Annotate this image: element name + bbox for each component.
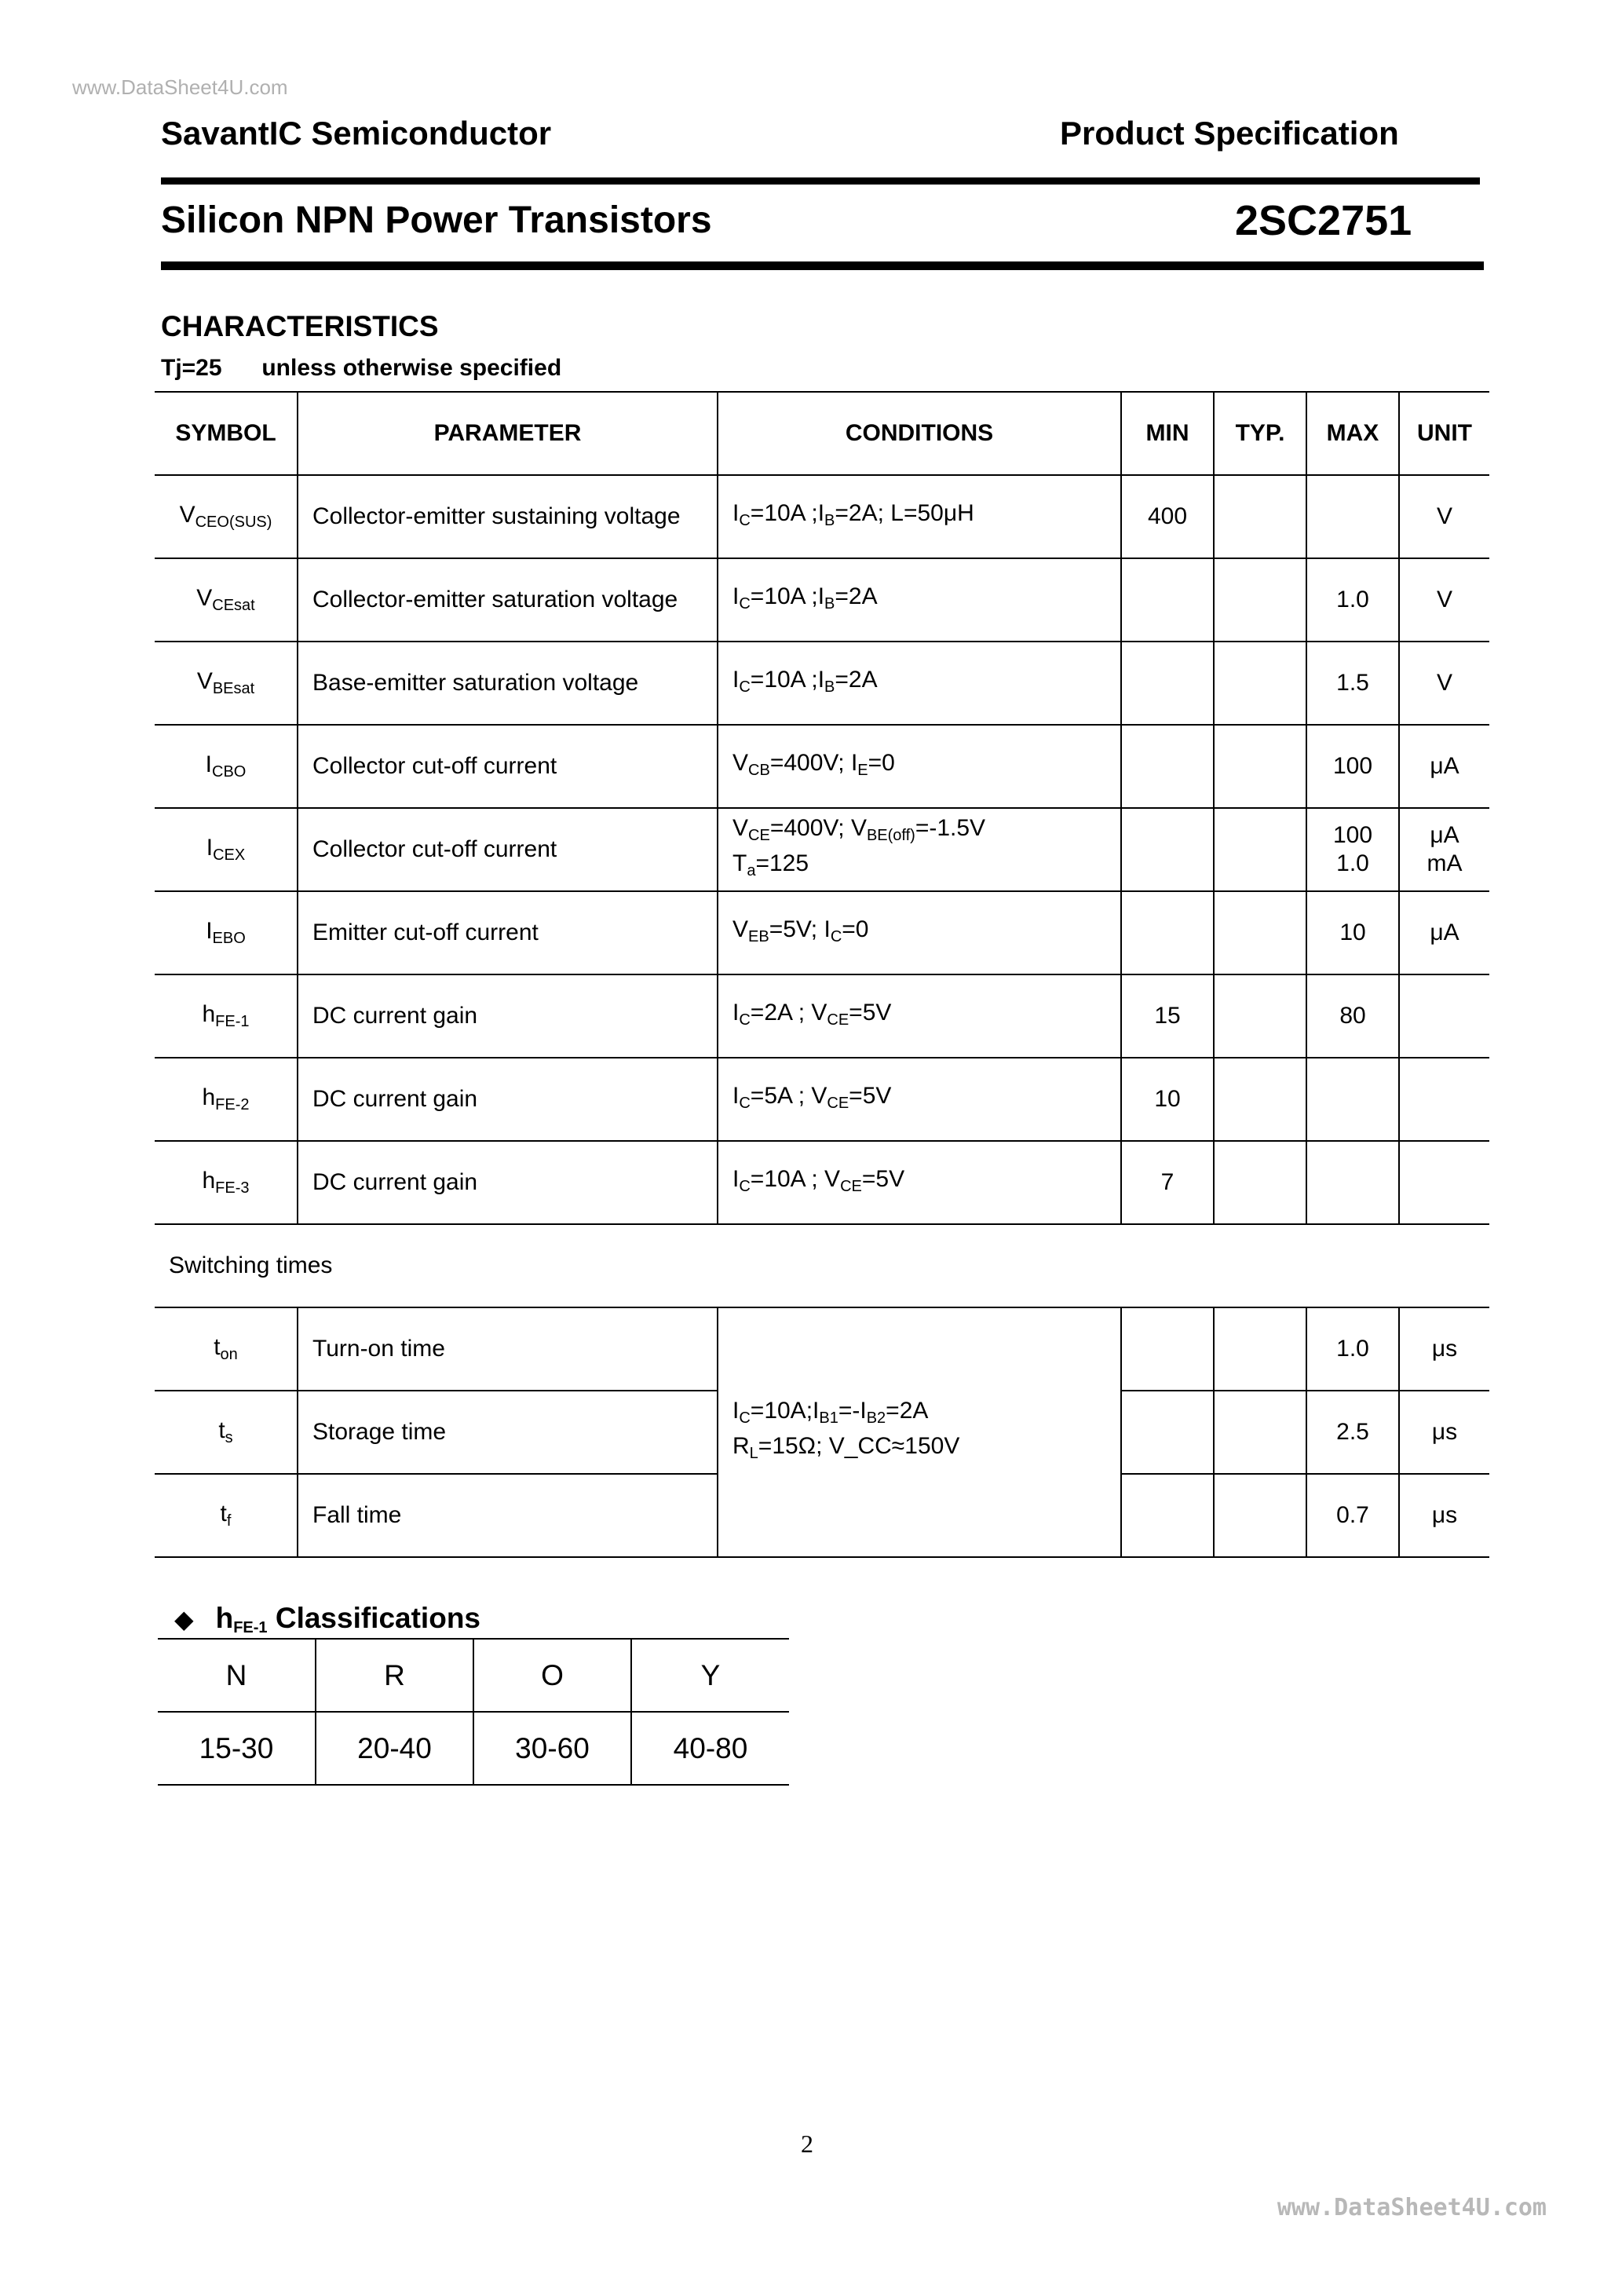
max-cell	[1306, 1058, 1399, 1141]
typ-cell	[1214, 1474, 1306, 1557]
subscript: C	[739, 594, 751, 612]
company-name: SavantIC Semiconductor	[161, 115, 552, 152]
typ-cell	[1214, 642, 1306, 725]
subscript: C	[739, 678, 751, 696]
parameter-cell: Collector-emitter sustaining voltage	[298, 475, 718, 558]
typ-cell	[1214, 974, 1306, 1058]
subscript: E	[857, 761, 868, 779]
subscript: CB	[748, 761, 770, 779]
subscript: C	[739, 511, 751, 529]
parameter-cell: DC current gain	[298, 1141, 718, 1224]
max-cell: 1.0	[1306, 1307, 1399, 1391]
conditions-cell: $V_{CE}=400V$; $V_{BE(off)}=-1.5V$ $T_a=125$	[718, 808, 1121, 891]
symbol-subscript: EBO	[212, 930, 246, 947]
max-cell: 100	[1306, 725, 1399, 808]
table-row	[155, 1141, 1489, 1224]
subscript: B1	[819, 1409, 838, 1427]
col-symbol: SYMBOL	[155, 392, 298, 475]
unit-cell	[1399, 1141, 1489, 1224]
symbol-subscript: CEX	[213, 846, 246, 864]
table-row	[155, 974, 1489, 1058]
typ-cell	[1214, 1058, 1306, 1141]
conditions-cell: $V_{CB}=400V$; $I_E=0$	[718, 725, 1121, 808]
range-cell: 40-80	[631, 1712, 789, 1785]
min-cell	[1121, 1391, 1214, 1474]
range-cell: 20-40	[316, 1712, 473, 1785]
document-type: Product Specification	[1060, 115, 1399, 152]
conditions-cell: $I_C=10A$ $;I_B=2A$; L=50μH	[718, 475, 1121, 558]
typ-cell	[1214, 1307, 1306, 1391]
max-cell: 2.5	[1306, 1391, 1399, 1474]
typ-cell	[1214, 808, 1306, 891]
range-cell: 30-60	[473, 1712, 631, 1785]
max-cell: 80	[1306, 974, 1399, 1058]
max-cell: 10	[1306, 891, 1399, 974]
grade-row	[158, 1639, 789, 1712]
subscript: B	[824, 678, 835, 696]
parameter-cell: DC current gain	[298, 974, 718, 1058]
subscript: C	[739, 1011, 751, 1029]
header-rule	[161, 177, 1480, 185]
symbol-subscript: on	[220, 1346, 238, 1363]
parameter-cell: Emitter cut-off current	[298, 891, 718, 974]
min-cell: 400	[1121, 475, 1214, 558]
unit-cell	[1399, 974, 1489, 1058]
col-parameter: PARAMETER	[298, 392, 718, 475]
parameter-cell: Storage time	[298, 1391, 718, 1474]
watermark-top: www.DataSheet4U.com	[72, 75, 288, 99]
max-cell: 1.5	[1306, 642, 1399, 725]
subscript: C	[739, 1177, 751, 1195]
symbol-cell: $t_s$	[155, 1391, 298, 1474]
diamond-bullet-icon: ◆	[174, 1605, 194, 1633]
symbol-subscript: s	[225, 1429, 233, 1446]
table-row	[155, 808, 1489, 891]
symbol-cell: $h_{FE-2}$	[155, 1058, 298, 1141]
subscript: CE	[827, 1011, 849, 1029]
typ-cell	[1214, 891, 1306, 974]
conditions-note: unless otherwise specified	[261, 355, 562, 381]
page-number: 2	[801, 2130, 813, 2158]
subscript: CE	[840, 1177, 862, 1195]
conditions-cell: $I_C=10A$ $;I_B=2A$	[718, 642, 1121, 725]
class-title-text: Classifications	[275, 1602, 480, 1634]
section-title: CHARACTERISTICS	[161, 310, 439, 342]
symbol-cell: $V_{BEsat}$	[155, 642, 298, 725]
table-row	[155, 891, 1489, 974]
subscript: a	[747, 862, 756, 879]
unit-cell: μA	[1399, 891, 1489, 974]
subscript: L	[749, 1445, 758, 1462]
min-cell	[1121, 1474, 1214, 1557]
unit-cell: V	[1399, 475, 1489, 558]
symbol-cell: $t_{on}$	[155, 1307, 298, 1391]
min-cell: 10	[1121, 1058, 1214, 1141]
subscript: C	[739, 1409, 751, 1427]
min-cell	[1121, 642, 1214, 725]
parameter-cell: DC current gain	[298, 1058, 718, 1141]
symbol-subscript: FE-1	[215, 1013, 250, 1030]
min-cell	[1121, 891, 1214, 974]
classifications-title	[174, 1602, 480, 1637]
unit-cell: μA mA	[1399, 808, 1489, 891]
symbol-cell: $t_f$	[155, 1474, 298, 1557]
max-cell: 100 1.0	[1306, 808, 1399, 891]
min-cell: 15	[1121, 974, 1214, 1058]
subscript: BE(off)	[866, 827, 915, 844]
table-row	[155, 1058, 1489, 1141]
typ-cell	[1214, 1141, 1306, 1224]
grade-cell: N	[158, 1639, 316, 1712]
symbol-subscript: CEsat	[212, 597, 255, 614]
typ-cell	[1214, 725, 1306, 808]
typ-cell	[1214, 475, 1306, 558]
max-cell: 0.7	[1306, 1474, 1399, 1557]
range-row	[158, 1712, 789, 1785]
symbol-cell: $I_{CBO}$	[155, 725, 298, 808]
table-row	[155, 1307, 1489, 1391]
grade-cell: O	[473, 1639, 631, 1712]
symbol-cell: $h_{FE-1}$	[155, 974, 298, 1058]
table-row	[155, 725, 1489, 808]
max-cell: 1.0	[1306, 558, 1399, 642]
conditions-cell: $I_C=5A$ ; $V_{CE}=5V$	[718, 1058, 1121, 1141]
classification-table	[158, 1638, 789, 1786]
parameter-cell: Base-emitter saturation voltage	[298, 642, 718, 725]
section-row	[155, 1224, 1489, 1307]
parameter-cell: Fall time	[298, 1474, 718, 1557]
unit-cell: μA	[1399, 725, 1489, 808]
min-cell	[1121, 558, 1214, 642]
col-min: MIN	[1121, 392, 1214, 475]
test-conditions-note	[161, 355, 561, 382]
table-row	[155, 558, 1489, 642]
class-title-symbol: h	[215, 1602, 234, 1634]
part-number: 2SC2751	[1235, 197, 1412, 244]
conditions-cell: $V_{EB}=5V$; $I_C=0$	[718, 891, 1121, 974]
class-title-subscript: FE-1	[233, 1619, 268, 1636]
symbol-cell: $V_{CEsat}$	[155, 558, 298, 642]
product-title: Silicon NPN Power Transistors	[161, 199, 712, 241]
table-row	[155, 642, 1489, 725]
parameter-cell: Collector cut-off current	[298, 808, 718, 891]
symbol-cell: $I_{CEX}$	[155, 808, 298, 891]
characteristics-table	[155, 391, 1489, 1558]
max-cell	[1306, 1141, 1399, 1224]
subscript: C	[830, 927, 842, 945]
unit-cell: μs	[1399, 1307, 1489, 1391]
conditions-cell: $I_C=2A$ ; $V_{CE}=5V$	[718, 974, 1121, 1058]
min-cell: 7	[1121, 1141, 1214, 1224]
subscript: C	[739, 1094, 751, 1112]
symbol-subscript: FE-3	[215, 1179, 250, 1197]
grade-cell: R	[316, 1639, 473, 1712]
grade-cell: Y	[631, 1639, 789, 1712]
symbol-subscript: BEsat	[212, 680, 255, 697]
parameter-cell: Collector cut-off current	[298, 725, 718, 808]
switching-times-label: Switching times	[155, 1224, 1489, 1307]
conditions-cell: $I_C=10A$ ; $V_{CE}=5V$	[718, 1141, 1121, 1224]
subscript: CE	[827, 1094, 849, 1112]
unit-cell: μs	[1399, 1474, 1489, 1557]
table-header-row	[155, 392, 1489, 475]
subscript: EB	[748, 927, 769, 945]
watermark-bottom: www.DataSheet4U.com	[1277, 2194, 1547, 2221]
typ-cell	[1214, 558, 1306, 642]
parameter-cell: Collector-emitter saturation voltage	[298, 558, 718, 642]
symbol-cell: $h_{FE-3}$	[155, 1141, 298, 1224]
conditions-cell: $I_C=10A$ $;I_B=2A$	[718, 558, 1121, 642]
symbol-cell: $I_{EBO}$	[155, 891, 298, 974]
min-cell	[1121, 725, 1214, 808]
col-conditions: CONDITIONS	[718, 392, 1121, 475]
min-cell	[1121, 1307, 1214, 1391]
typ-cell	[1214, 1391, 1306, 1474]
subscript: B	[824, 594, 835, 612]
parameter-cell: Turn-on time	[298, 1307, 718, 1391]
symbol-cell: $V_{CEO(SUS)}$	[155, 475, 298, 558]
title-rule	[161, 261, 1484, 270]
unit-cell: μs	[1399, 1391, 1489, 1474]
symbol-subscript: CEO(SUS)	[195, 514, 272, 531]
subscript: B2	[866, 1409, 886, 1427]
col-unit: UNIT	[1399, 392, 1489, 475]
symbol-subscript: CBO	[212, 763, 247, 781]
range-cell: 15-30	[158, 1712, 316, 1785]
unit-cell: V	[1399, 558, 1489, 642]
min-cell	[1121, 808, 1214, 891]
conditions-cell: $I_C=10A;I_{B1}=-I_{B2}=2A$ $R_L=15\Omega$; V_CC≈150V	[718, 1307, 1121, 1557]
unit-cell: V	[1399, 642, 1489, 725]
subscript: CE	[748, 827, 770, 844]
unit-cell	[1399, 1058, 1489, 1141]
junction-temp: Tj=25	[161, 355, 222, 381]
max-cell	[1306, 475, 1399, 558]
col-typ: TYP.	[1214, 392, 1306, 475]
table-row	[155, 475, 1489, 558]
subscript: B	[824, 511, 835, 529]
col-max: MAX	[1306, 392, 1399, 475]
symbol-subscript: f	[226, 1512, 232, 1530]
symbol-subscript: FE-2	[215, 1096, 250, 1113]
